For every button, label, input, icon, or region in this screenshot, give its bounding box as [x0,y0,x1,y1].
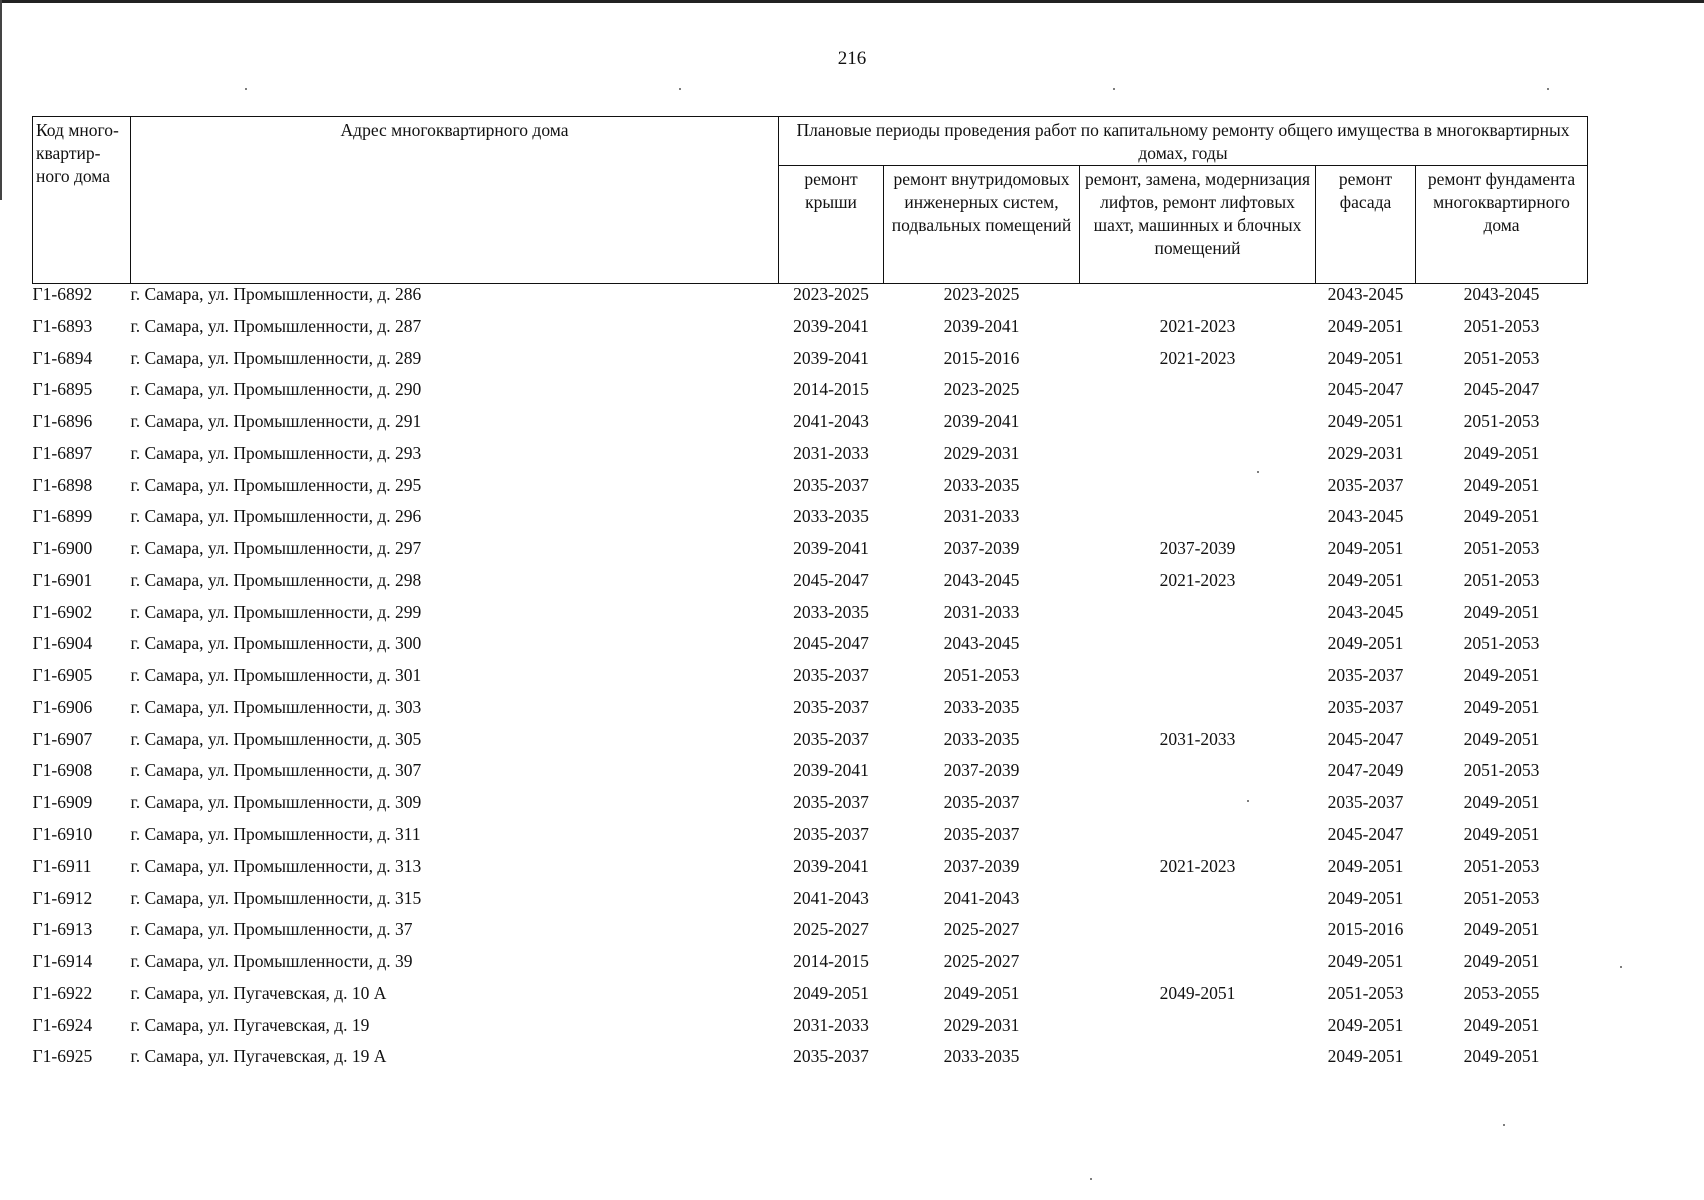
row-facade-period: 2049-2051 [1327,887,1404,908]
row-address: г. Самара, ул. Промышленности, д. 298 [130,569,422,590]
row-code: Г1-6905 [32,665,93,686]
row-inner-systems-period: 2051-2053 [943,665,1020,686]
row-lift-period: 2021-2023 [1159,569,1236,590]
header-facade: ремонт фасада [1316,166,1416,284]
row-address: г. Самара, ул. Промышленности, д. 39 [130,951,413,972]
row-inner-systems-period: 2039-2041 [943,315,1020,336]
row-roof-period: 2031-2033 [793,442,869,463]
row-code: Г1-6914 [32,951,93,972]
row-lift-period [1080,1046,1316,1078]
row-roof-period: 2023-2025 [793,284,869,304]
table-row [33,379,1588,411]
row-inner-systems-period: 2025-2027 [943,919,1020,940]
row-roof-period: 2039-2041 [793,855,869,876]
scan-speck [1247,800,1249,802]
row-address: г. Самара, ул. Промышленности, д. 299 [130,601,422,622]
row-inner-systems-period: 2023-2025 [943,379,1020,400]
row-roof-period: 2035-2037 [793,474,869,495]
table-row [33,888,1588,920]
row-address: г. Самара, ул. Промышленности, д. 297 [130,538,422,559]
row-address: г. Самара, ул. Промышленности, д. 313 [130,855,422,876]
row-foundation-period: 2049-2051 [1463,824,1540,845]
row-facade-period: 2045-2047 [1327,379,1404,400]
row-inner-systems-period: 2035-2037 [943,824,1020,845]
row-code: Г1-6899 [32,506,93,527]
row-lift-period: 2021-2023 [1159,347,1236,368]
table-header [33,117,1588,284]
row-facade-period: 2043-2045 [1327,284,1404,304]
row-facade-period: 2049-2051 [1327,1046,1404,1067]
scan-speck [1257,471,1259,473]
row-inner-systems-period: 2037-2039 [943,538,1020,559]
table-row [33,824,1588,856]
row-inner-systems-period: 2029-2031 [943,442,1020,463]
table-row [33,951,1588,983]
table-row [33,411,1588,443]
header-roof: ремонт крыши [779,166,884,284]
row-roof-period: 2035-2037 [793,1046,869,1067]
row-facade-period: 2049-2051 [1327,1014,1404,1035]
row-inner-systems-period: 2049-2051 [943,982,1020,1003]
row-lift-period [1080,697,1316,729]
row-address: г. Самара, ул. Пугачевская, д. 19 А [130,1046,387,1067]
row-address: г. Самара, ул. Промышленности, д. 296 [130,506,422,527]
row-foundation-period: 2049-2051 [1463,1014,1540,1035]
row-lift-period [1080,760,1316,792]
row-code: Г1-6911 [32,855,92,876]
row-address: г. Самара, ул. Промышленности, д. 295 [130,474,422,495]
row-facade-period: 2015-2016 [1327,919,1404,940]
row-facade-period: 2049-2051 [1327,855,1404,876]
row-inner-systems-period: 2037-2039 [943,855,1020,876]
row-code: Г1-6910 [32,824,93,845]
row-roof-period: 2045-2047 [793,633,869,654]
row-foundation-period: 2049-2051 [1463,442,1540,463]
row-foundation-period: 2049-2051 [1463,696,1540,717]
row-lift-period [1080,665,1316,697]
header-foundation: ремонт фундамента многоквартирного дома [1416,166,1588,284]
row-roof-period: 2033-2035 [793,601,869,622]
row-lift-period [1080,824,1316,856]
row-address: г. Самара, ул. Промышленности, д. 37 [130,919,413,940]
table-row [33,633,1588,665]
row-roof-period: 2045-2047 [793,569,869,590]
row-code: Г1-6904 [32,633,93,654]
row-lift-period: 2021-2023 [1159,315,1236,336]
row-roof-period: 2039-2041 [793,347,869,368]
row-inner-systems-period: 2043-2045 [943,633,1020,654]
row-lift-period [1080,506,1316,538]
table-row [33,284,1588,316]
row-lift-period: 2049-2051 [1159,982,1236,1003]
row-address: г. Самара, ул. Промышленности, д. 300 [130,633,422,654]
row-code: Г1-6922 [32,982,93,1003]
row-inner-systems-period: 2031-2033 [943,506,1020,527]
row-facade-period: 2029-2031 [1327,442,1404,463]
scan-speck [1620,966,1622,968]
row-inner-systems-period: 2023-2025 [943,284,1020,304]
row-lift-period [1080,633,1316,665]
row-lift-period [1080,443,1316,475]
scan-speck [245,88,247,90]
row-foundation-period: 2051-2053 [1463,411,1540,432]
row-roof-period: 2014-2015 [793,951,869,972]
table-row [33,538,1588,570]
row-roof-period: 2025-2027 [793,919,869,940]
row-foundation-period: 2045-2047 [1463,379,1540,400]
row-address: г. Самара, ул. Промышленности, д. 307 [130,760,422,781]
table-row [33,697,1588,729]
table-row [33,348,1588,380]
table-row [33,570,1588,602]
header-address: Адрес многоквартирного дома [131,117,779,284]
row-code: Г1-6908 [32,760,93,781]
row-facade-period: 2045-2047 [1327,728,1404,749]
row-facade-period: 2049-2051 [1327,951,1404,972]
row-facade-period: 2043-2045 [1327,506,1404,527]
table-row [33,729,1588,761]
row-foundation-period: 2049-2051 [1463,951,1540,972]
row-foundation-period: 2049-2051 [1463,919,1540,940]
row-inner-systems-period: 2039-2041 [943,411,1020,432]
table-row [33,475,1588,507]
table-row [33,760,1588,792]
row-lift-period [1080,888,1316,920]
scan-speck [1547,88,1549,90]
row-address: г. Самара, ул. Пугачевская, д. 19 [130,1014,370,1035]
row-lift-period [1080,284,1316,316]
row-foundation-period: 2051-2053 [1463,315,1540,336]
repair-plan-table [32,116,1588,1078]
scan-top-border [0,0,1704,3]
row-facade-period: 2035-2037 [1327,474,1404,495]
row-lift-period [1080,411,1316,443]
row-inner-systems-period: 2033-2035 [943,728,1020,749]
row-foundation-period: 2049-2051 [1463,792,1540,813]
row-code: Г1-6893 [32,315,93,336]
row-lift-period [1080,951,1316,983]
row-code: Г1-6925 [32,1046,93,1067]
header-periods-group: Плановые периоды проведения работ по капитальному ремонту общего имущества в многоквартирных домах, годы [779,117,1588,166]
row-lift-period [1080,475,1316,507]
row-lift-period [1080,1015,1316,1047]
row-address: г. Самара, ул. Промышленности, д. 315 [130,887,422,908]
row-foundation-period: 2051-2053 [1463,569,1540,590]
row-foundation-period: 2049-2051 [1463,728,1540,749]
row-inner-systems-period: 2035-2037 [943,792,1020,813]
row-code: Г1-6895 [32,379,93,400]
row-foundation-period: 2049-2051 [1463,474,1540,495]
table-row [33,983,1588,1015]
row-roof-period: 2039-2041 [793,538,869,559]
row-address: г. Самара, ул. Промышленности, д. 305 [130,728,422,749]
row-code: Г1-6906 [32,696,93,717]
row-code: Г1-6898 [32,474,93,495]
row-inner-systems-period: 2033-2035 [943,474,1020,495]
row-address: г. Самара, ул. Промышленности, д. 290 [130,379,422,400]
table-row [33,506,1588,538]
row-code: Г1-6907 [32,728,93,749]
row-address: г. Самара, ул. Промышленности, д. 301 [130,665,422,686]
row-foundation-period: 2051-2053 [1463,538,1540,559]
row-facade-period: 2035-2037 [1327,665,1404,686]
row-foundation-period: 2049-2051 [1463,665,1540,686]
header-inner-systems: ремонт внутридомовых инженерных систем, подвальных помещений [884,166,1080,284]
row-inner-systems-period: 2015-2016 [943,347,1020,368]
row-lift-period: 2037-2039 [1159,538,1236,559]
row-inner-systems-period: 2033-2035 [943,1046,1020,1067]
row-roof-period: 2039-2041 [793,760,869,781]
row-inner-systems-period: 2031-2033 [943,601,1020,622]
row-roof-period: 2035-2037 [793,824,869,845]
scan-speck [1503,1124,1505,1126]
row-facade-period: 2047-2049 [1327,760,1404,781]
row-foundation-period: 2051-2053 [1463,347,1540,368]
row-foundation-period: 2049-2051 [1463,1046,1540,1067]
row-facade-period: 2049-2051 [1327,569,1404,590]
scan-speck [1090,1178,1092,1180]
row-address: г. Самара, ул. Промышленности, д. 291 [130,411,422,432]
row-lift-period [1080,602,1316,634]
row-address: г. Самара, ул. Промышленности, д. 289 [130,347,422,368]
row-facade-period: 2043-2045 [1327,601,1404,622]
row-code: Г1-6901 [32,569,93,590]
row-lift-period [1080,379,1316,411]
row-roof-period: 2031-2033 [793,1014,869,1035]
scan-left-border [0,0,2,200]
row-address: г. Самара, ул. Промышленности, д. 309 [130,792,422,813]
table-row [33,443,1588,475]
row-inner-systems-period: 2041-2043 [943,887,1020,908]
row-inner-systems-period: 2033-2035 [943,696,1020,717]
row-facade-period: 2035-2037 [1327,696,1404,717]
row-lift-period [1080,919,1316,951]
row-address: г. Самара, ул. Промышленности, д. 311 [130,824,421,845]
row-lift-period [1080,792,1316,824]
row-facade-period: 2049-2051 [1327,315,1404,336]
row-facade-period: 2035-2037 [1327,792,1404,813]
row-code: Г1-6894 [32,347,93,368]
row-facade-period: 2045-2047 [1327,824,1404,845]
table-row [33,1046,1588,1078]
row-facade-period: 2049-2051 [1327,633,1404,654]
table-body [33,284,1588,1079]
row-foundation-period: 2049-2051 [1463,506,1540,527]
table-row [33,665,1588,697]
row-facade-period: 2049-2051 [1327,538,1404,559]
row-address: г. Самара, ул. Промышленности, д. 293 [130,442,422,463]
row-roof-period: 2035-2037 [793,728,869,749]
row-foundation-period: 2043-2045 [1463,284,1540,304]
row-lift-period: 2031-2033 [1159,728,1236,749]
row-facade-period: 2049-2051 [1327,347,1404,368]
row-inner-systems-period: 2037-2039 [943,760,1020,781]
row-roof-period: 2039-2041 [793,315,869,336]
row-roof-period: 2014-2015 [793,379,869,400]
row-code: Г1-6896 [32,411,93,432]
row-roof-period: 2035-2037 [793,696,869,717]
header-lifts: ремонт, замена, модернизация лифтов, ремонт лифтовых шахт, машинных и блочных помещений [1080,166,1316,284]
table-row [33,316,1588,348]
row-address: г. Самара, ул. Промышленности, д. 303 [130,696,422,717]
row-foundation-period: 2049-2051 [1463,601,1540,622]
table-row [33,1015,1588,1047]
row-facade-period: 2051-2053 [1327,982,1404,1003]
row-foundation-period: 2051-2053 [1463,855,1540,876]
table-row [33,602,1588,634]
row-code: Г1-6897 [32,442,93,463]
scan-speck [679,88,681,90]
row-code: Г1-6913 [32,919,93,940]
row-code: Г1-6912 [32,887,93,908]
row-facade-period: 2049-2051 [1327,411,1404,432]
row-code: Г1-6902 [32,601,93,622]
row-code: Г1-6892 [32,284,93,304]
row-lift-period: 2021-2023 [1159,855,1236,876]
row-address: г. Самара, ул. Промышленности, д. 287 [130,315,422,336]
row-roof-period: 2041-2043 [793,887,869,908]
table-row [33,792,1588,824]
row-code: Г1-6909 [32,792,93,813]
row-code: Г1-6924 [32,1014,93,1035]
row-roof-period: 2033-2035 [793,506,869,527]
row-roof-period: 2035-2037 [793,792,869,813]
row-roof-period: 2049-2051 [793,982,869,1003]
header-code: Код много-квартир-ного дома [33,117,131,284]
table-row [33,919,1588,951]
row-roof-period: 2035-2037 [793,665,869,686]
table-row [33,856,1588,888]
row-inner-systems-period: 2043-2045 [943,569,1020,590]
page-number: 216 [837,48,867,69]
row-inner-systems-period: 2025-2027 [943,951,1020,972]
row-foundation-period: 2053-2055 [1463,982,1540,1003]
row-foundation-period: 2051-2053 [1463,887,1540,908]
row-foundation-period: 2051-2053 [1463,633,1540,654]
row-address: г. Самара, ул. Пугачевская, д. 10 А [130,982,387,1003]
row-foundation-period: 2051-2053 [1463,760,1540,781]
row-inner-systems-period: 2029-2031 [943,1014,1020,1035]
row-code: Г1-6900 [32,538,93,559]
scan-speck [1113,88,1115,90]
row-roof-period: 2041-2043 [793,411,869,432]
row-address: г. Самара, ул. Промышленности, д. 286 [130,284,422,304]
